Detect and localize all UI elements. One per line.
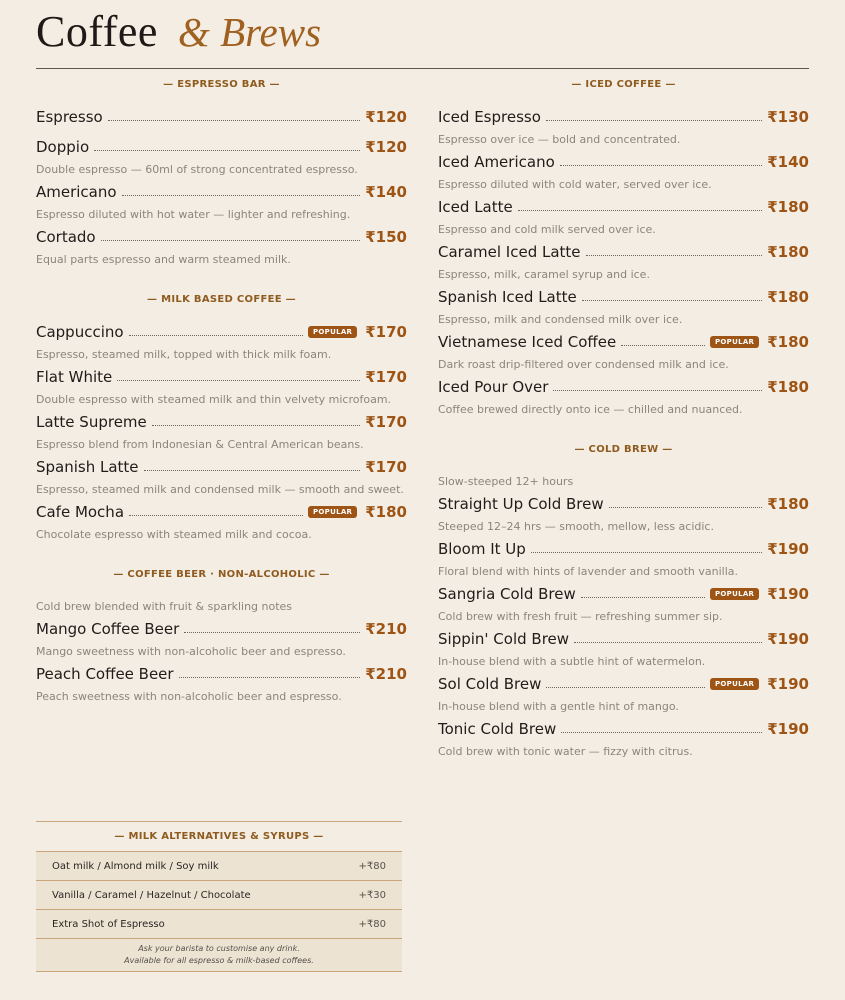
- item-price: ₹210: [365, 665, 407, 683]
- dot-leader: [101, 240, 361, 241]
- item-name: Latte Supreme: [36, 413, 147, 431]
- popular-badge: POPULAR: [308, 326, 357, 338]
- menu-item: [438, 673, 809, 714]
- menu-item: [438, 628, 809, 669]
- item-name: Iced Americano: [438, 153, 555, 171]
- menu-item: [438, 493, 809, 534]
- item-price: ₹190: [767, 585, 809, 603]
- addon-row: [36, 851, 402, 880]
- menu-item: [438, 718, 809, 759]
- item-description: Steeped 12–24 hrs — smooth, mellow, less acidic.: [438, 520, 714, 533]
- item-description: Espresso blend from Indonesian & Central American beans.: [36, 438, 364, 451]
- dot-leader: [129, 515, 303, 516]
- item-description: Espresso, milk, caramel syrup and ice.: [438, 268, 650, 281]
- item-description: Espresso and cold milk served over ice.: [438, 223, 656, 236]
- item-name: Spanish Latte: [36, 458, 139, 476]
- item-name: Mango Coffee Beer: [36, 620, 180, 638]
- menu-item: [438, 286, 809, 327]
- menu-item: [36, 456, 407, 497]
- right-column: [438, 78, 809, 759]
- item-description: Cold brew with tonic water — fizzy with citrus.: [438, 745, 693, 758]
- addon-price: +₹80: [358, 918, 386, 930]
- item-name: Cortado: [36, 228, 96, 246]
- note-line: Ask your barista to customise any drink.: [138, 944, 300, 953]
- item-price: ₹120: [365, 138, 407, 156]
- item-price: ₹180: [767, 495, 809, 513]
- item-name: Iced Pour Over: [438, 378, 549, 396]
- dot-leader: [184, 632, 360, 633]
- addon-price: +₹80: [358, 860, 386, 872]
- box-title: — MILK ALTERNATIVES & SYRUPS —: [114, 831, 324, 842]
- dot-leader: [582, 300, 763, 301]
- item-price: ₹190: [767, 630, 809, 648]
- item-name: Americano: [36, 183, 117, 201]
- dot-leader: [179, 677, 361, 678]
- item-description: Espresso diluted with hot water — lighter and refreshing.: [36, 208, 351, 221]
- section-title-espresso-bar: — ESPRESSO BAR —: [163, 79, 280, 90]
- addon-row: [36, 909, 402, 938]
- item-price: ₹190: [767, 540, 809, 558]
- section-title-milk-based: — MILK BASED COFFEE —: [147, 294, 296, 305]
- item-price: ₹180: [767, 288, 809, 306]
- item-price: ₹180: [365, 503, 407, 521]
- menu-item: [36, 366, 407, 407]
- item-description: Dark roast drip-filtered over condensed milk and ice.: [438, 358, 729, 371]
- item-description: In-house blend with a subtle hint of watermelon.: [438, 655, 706, 668]
- addon-row: [36, 880, 402, 909]
- item-description: In-house blend with a gentle hint of mango.: [438, 700, 679, 713]
- dot-leader: [108, 120, 361, 121]
- menu-item: [36, 618, 407, 659]
- item-name: Caramel Iced Latte: [438, 243, 581, 261]
- dot-leader: [560, 165, 763, 166]
- item-name: Flat White: [36, 368, 113, 386]
- dot-leader: [531, 552, 762, 553]
- item-price: ₹140: [365, 183, 407, 201]
- dot-leader: [586, 255, 763, 256]
- menu-item: [438, 583, 809, 624]
- item-description: Espresso, milk and condensed milk over ice.: [438, 313, 683, 326]
- item-description: Equal parts espresso and warm steamed milk.: [36, 253, 291, 266]
- item-name: Sol Cold Brew: [438, 675, 542, 693]
- dot-leader: [152, 425, 360, 426]
- dot-leader: [94, 150, 360, 151]
- item-name: Espresso: [36, 108, 103, 126]
- item-description: Cold brew with fresh fruit — refreshing summer sip.: [438, 610, 723, 623]
- item-description: Espresso, steamed milk, topped with thick milk foam.: [36, 348, 332, 361]
- menu-item: [36, 136, 407, 177]
- item-price: ₹190: [767, 720, 809, 738]
- addon-price: +₹30: [358, 889, 386, 901]
- note-line: Available for all espresso & milk-based coffees.: [124, 956, 314, 965]
- item-name: Iced Latte: [438, 198, 513, 216]
- left-column: [36, 78, 407, 704]
- item-name: Doppio: [36, 138, 90, 156]
- item-description: Espresso over ice — bold and concentrated.: [438, 133, 681, 146]
- item-name: Peach Coffee Beer: [36, 665, 174, 683]
- menu-item: [438, 241, 809, 282]
- dot-leader: [129, 335, 303, 336]
- dot-leader: [546, 120, 762, 121]
- item-price: ₹170: [365, 368, 407, 386]
- item-price: ₹180: [767, 333, 809, 351]
- popular-badge: POPULAR: [710, 336, 759, 348]
- addon-label: Vanilla / Caramel / Hazelnut / Chocolate: [52, 889, 251, 901]
- section-title-cold-brew: — COLD BREW —: [574, 444, 673, 455]
- menu-item: [438, 151, 809, 192]
- menu-title: Coffee: [36, 7, 158, 56]
- header-divider: [36, 68, 809, 69]
- milk-alternatives-box: [36, 821, 402, 986]
- dot-leader: [122, 195, 361, 196]
- menu-item: [438, 196, 809, 237]
- dot-leader: [609, 507, 763, 508]
- item-price: ₹190: [767, 675, 809, 693]
- item-name: Cafe Mocha: [36, 503, 125, 521]
- item-price: ₹180: [767, 198, 809, 216]
- dot-leader: [581, 597, 705, 598]
- popular-badge: POPULAR: [710, 588, 759, 600]
- dot-leader: [546, 687, 705, 688]
- item-price: ₹170: [365, 323, 407, 341]
- menu-item: [36, 663, 407, 704]
- item-name: Iced Espresso: [438, 108, 541, 126]
- item-price: ₹170: [365, 458, 407, 476]
- item-name: Sippin' Cold Brew: [438, 630, 570, 648]
- item-description: Chocolate espresso with steamed milk and cocoa.: [36, 528, 312, 541]
- item-name: Sangria Cold Brew: [438, 585, 576, 603]
- item-name: Bloom It Up: [438, 540, 526, 558]
- box-note: [36, 938, 402, 972]
- item-price: ₹170: [365, 413, 407, 431]
- item-description: Peach sweetness with non-alcoholic beer and espresso.: [36, 690, 342, 703]
- item-description: Coffee brewed directly onto ice — chilled and nuanced.: [438, 403, 743, 416]
- section-intro: Slow-steeped 12+ hours: [438, 475, 574, 488]
- dot-leader: [144, 470, 361, 471]
- menu-item: [438, 538, 809, 579]
- item-price: ₹140: [767, 153, 809, 171]
- item-description: Double espresso with steamed milk and thin velvety microfoam.: [36, 393, 392, 406]
- dot-leader: [561, 732, 762, 733]
- item-description: Floral blend with hints of lavender and smooth vanilla.: [438, 565, 738, 578]
- addon-label: Oat milk / Almond milk / Soy milk: [52, 860, 219, 872]
- item-name: Vietnamese Iced Coffee: [438, 333, 617, 351]
- menu-item: [36, 226, 407, 267]
- dot-leader: [574, 642, 762, 643]
- item-description: Espresso diluted with cold water, served over ice.: [438, 178, 712, 191]
- menu-item: [438, 331, 809, 372]
- menu-item: [36, 411, 407, 452]
- popular-badge: POPULAR: [308, 506, 357, 518]
- item-price: ₹180: [767, 243, 809, 261]
- menu-item: [36, 181, 407, 222]
- addon-label: Extra Shot of Espresso: [52, 918, 165, 930]
- dot-leader: [621, 345, 705, 346]
- item-name: Spanish Iced Latte: [438, 288, 577, 306]
- item-price: ₹120: [365, 108, 407, 126]
- dot-leader: [117, 380, 360, 381]
- item-name: Tonic Cold Brew: [438, 720, 557, 738]
- item-description: Espresso, steamed milk and condensed milk — smooth and sweet.: [36, 483, 404, 496]
- item-price: ₹210: [365, 620, 407, 638]
- dot-leader: [553, 390, 762, 391]
- item-price: ₹180: [767, 378, 809, 396]
- menu-item: [36, 106, 407, 128]
- menu-header: [36, 6, 321, 58]
- section-title-iced-coffee: — ICED COFFEE —: [571, 79, 676, 90]
- section-intro: Cold brew blended with fruit & sparkling notes: [36, 600, 293, 613]
- menu-item: [438, 376, 809, 417]
- menu-item: [36, 501, 407, 542]
- section-title-coffee-beer: — COFFEE BEER · NON-ALCOHOLIC —: [113, 569, 330, 580]
- dot-leader: [518, 210, 763, 211]
- menu-title-accent: & Brews: [177, 9, 322, 55]
- item-price: ₹130: [767, 108, 809, 126]
- popular-badge: POPULAR: [710, 678, 759, 690]
- menu-item: [36, 321, 407, 362]
- menu-item: [438, 106, 809, 147]
- item-name: Cappuccino: [36, 323, 124, 341]
- item-price: ₹150: [365, 228, 407, 246]
- item-name: Straight Up Cold Brew: [438, 495, 604, 513]
- item-description: Double espresso — 60ml of strong concentrated espresso.: [36, 163, 358, 176]
- item-description: Mango sweetness with non-alcoholic beer and espresso.: [36, 645, 346, 658]
